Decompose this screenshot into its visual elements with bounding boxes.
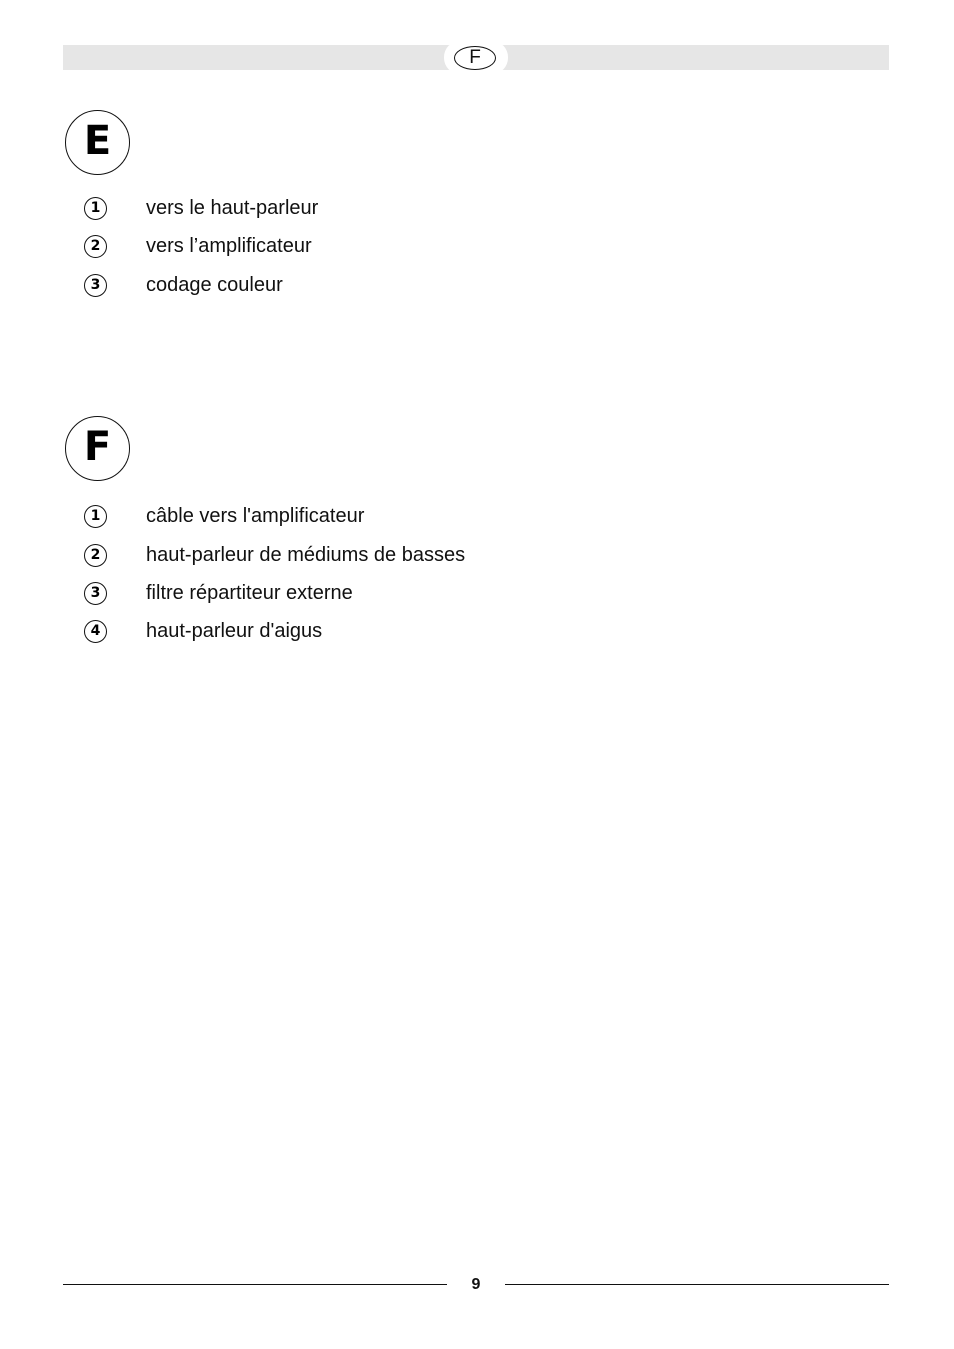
section-e-badge: E	[65, 110, 130, 175]
item-number-badge: 2	[84, 235, 107, 258]
item-label: haut-parleur de médiums de basses	[146, 544, 466, 566]
item-label: codage couleur	[146, 274, 283, 296]
list-item	[84, 271, 283, 299]
item-number-badge: 3	[84, 582, 107, 605]
list-item	[84, 194, 318, 222]
item-number-badge: 3	[84, 274, 107, 297]
page-number: 9	[471, 1276, 481, 1293]
item-label: haut-parleur d'aigus	[146, 620, 323, 642]
footer-rule-right	[505, 1284, 889, 1285]
list-item	[84, 617, 322, 645]
item-label: câble vers l'amplificateur	[146, 505, 365, 527]
list-item	[84, 502, 364, 530]
list-item	[84, 579, 353, 607]
item-label: vers le haut-parleur	[146, 197, 319, 219]
list-item	[84, 232, 312, 260]
item-label: vers l’amplificateur	[146, 235, 312, 257]
item-label: filtre répartiteur externe	[146, 582, 353, 604]
footer-rule-left	[63, 1284, 447, 1285]
language-badge: F	[454, 46, 496, 70]
list-item	[84, 541, 465, 569]
item-number-badge: 1	[84, 505, 107, 528]
section-f-badge: F	[65, 416, 130, 481]
item-number-badge: 2	[84, 544, 107, 567]
item-number-badge: 4	[84, 620, 107, 643]
item-number-badge: 1	[84, 197, 107, 220]
